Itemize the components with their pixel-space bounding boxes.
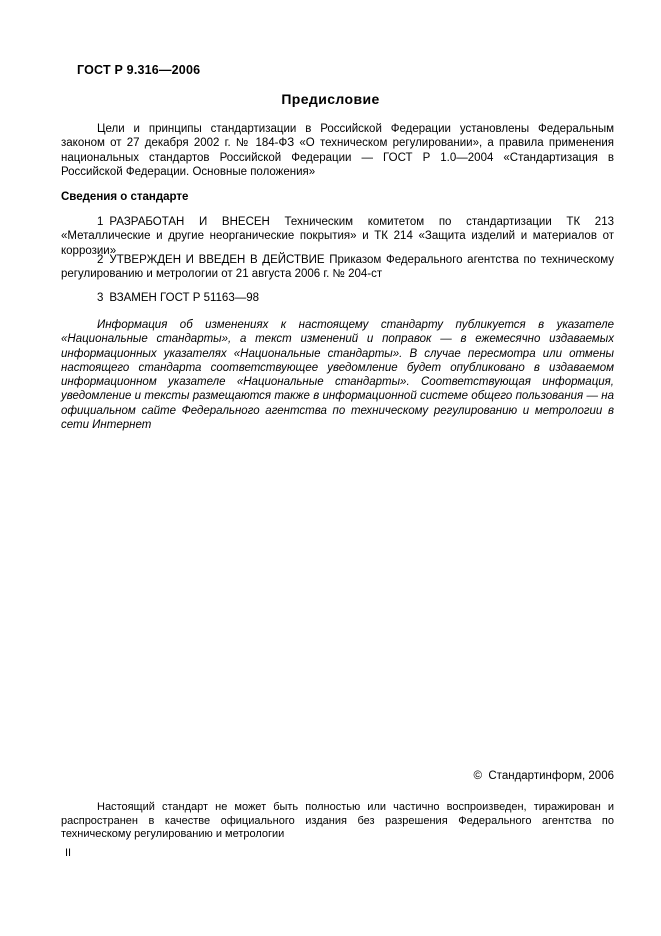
copyright-notice: © Стандартинформ, 2006 bbox=[473, 770, 614, 782]
item-2-number: 2 bbox=[97, 254, 104, 266]
item-1-text: РАЗРАБОТАН И ВНЕСЕН Техническим комитетом по стандартизации ТК 213 «Металлические и другие неорганические покрытия» и ТК 214 «Защита изделий и материалов от коррозии» bbox=[61, 216, 614, 257]
reproduction-notice: Настоящий стандарт не может быть полностью или частично воспроизведен, тиражирован и распространен в качестве официального издания без разрешения Федерального агентства по техническому регулированию и метрологии bbox=[61, 801, 614, 841]
item-2-text: УТВЕРЖДЕН И ВВЕДЕН В ДЕЙСТВИЕ Приказом Федерального агентства по техническому регулированию и метрологии от 21 августа 2006 г. № 204-ст bbox=[61, 254, 614, 281]
standard-info-heading: Сведения о стандарте bbox=[61, 191, 189, 203]
item-3-number: 3 bbox=[97, 292, 104, 304]
page-title: Предисловие bbox=[281, 91, 380, 107]
item-3-text: ВЗАМЕН ГОСТ Р 51163—98 bbox=[109, 292, 260, 304]
intro-paragraph: Цели и принципы стандартизации в Российской Федерации установлены Федеральным законом от 27 декабря 2002 г. № 184-ФЗ «О техническом регулировании», а правила применения национальных стандартов Российской Федерации — ГОСТ Р 1.0—2004 «Стандартизация в Российской Федерации. Основные положения» bbox=[61, 123, 614, 178]
amendment-note: Информация об изменениях к настоящему стандарту публикуется в указателе «Национальные стандарты», а текст изменений и поправок — в ежемесячно издаваемых информационных указателях «Национальные стандарты». В случае пересмотра или отмены настоящего стандарта соответствующее уведомление будет опубликовано в издаваемом информационном указателе «Национальные стандарты». Соответствующая информация, уведомление и тексты размещаются также в информационной системе общего пользования — на официальном сайте Федерального агентства по техническому регулированию и метрологии в сети Интернет bbox=[61, 319, 614, 432]
standard-info-item-2 bbox=[61, 253, 614, 282]
standard-info-item-3 bbox=[61, 291, 614, 305]
standard-info-item-1 bbox=[61, 215, 614, 258]
item-1-number: 1 bbox=[97, 216, 104, 228]
page-number: II bbox=[65, 847, 72, 859]
doc-code: ГОСТ Р 9.316—2006 bbox=[77, 63, 201, 77]
